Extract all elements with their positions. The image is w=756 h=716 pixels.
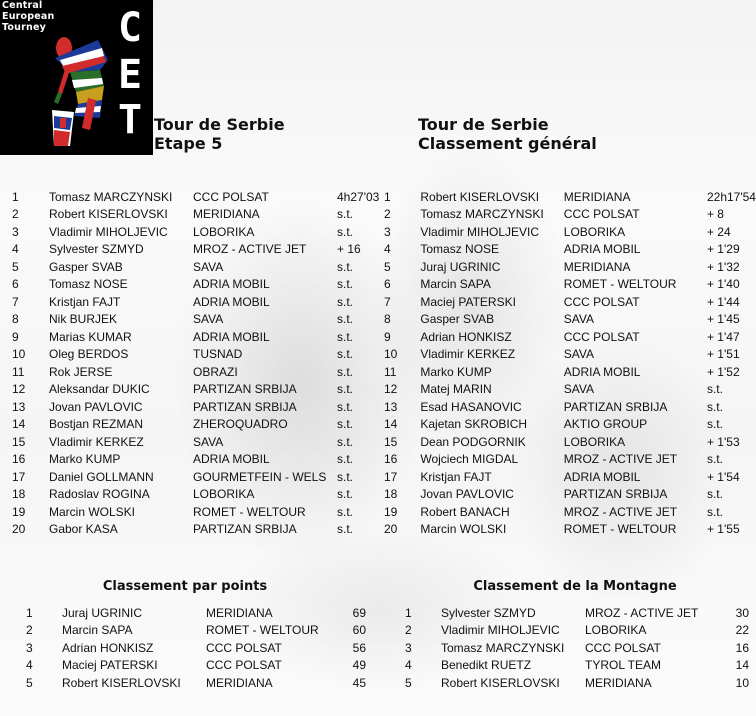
rank-cell: 16 [384,452,398,467]
rider-name-cell: Robert KISERLOVSKI [62,675,181,690]
table-row [12,398,383,416]
team-cell: MERIDIANA [206,675,273,690]
rank-cell: 1 [26,605,33,620]
rank-cell: 19 [384,504,398,519]
rank-cell: 12 [384,382,398,397]
time-cell: s.t. [337,329,354,344]
rank-cell: 5 [12,259,19,274]
team-cell: ADRIA MOBIL [193,452,270,467]
team-cell: CCC POLSAT [563,207,640,222]
team-cell: LOBORIKA [193,224,255,239]
table-row [12,188,383,206]
points-cell: 30 [735,605,749,620]
time-cell: + 1'45 [706,312,740,327]
team-cell: CCC POLSAT [206,658,282,673]
team-cell: AKTIO GROUP [563,417,648,432]
rider-name-cell: Marko KUMP [49,452,121,467]
table-row [384,433,756,451]
rank-cell: 15 [384,434,398,449]
team-cell: ADRIA MOBIL [193,329,270,344]
table-row [26,622,366,640]
general-heading [418,115,597,153]
mountain-title: Classement de la Montagne [473,579,677,594]
table-row [26,604,366,622]
table-row [384,188,756,206]
rank-cell: 3 [12,224,19,239]
table-row [26,657,366,675]
rank-cell: 9 [384,329,391,344]
table-row [384,468,756,486]
rider-name-cell: Maciej PATERSKI [62,658,158,673]
team-cell: GOURMETFEIN - WELS [193,469,327,484]
team-cell: SAVA [193,259,224,274]
logo-line-2: European [2,11,55,22]
rank-cell: 8 [384,312,391,327]
team-cell: LOBORIKA [585,623,647,638]
table-row [12,206,383,224]
time-cell: + 16 [337,242,361,257]
rank-cell: 9 [12,329,19,344]
time-cell: s.t. [337,504,354,519]
rider-name-cell: Tomasz MARCZYNSKI [49,189,173,204]
rider-name-cell: Marcin WOLSKI [420,522,507,537]
table-row [384,328,756,346]
rider-name-cell: Rok JERSE [49,364,113,379]
rider-name-cell: Marcin SAPA [420,277,491,292]
rider-name-cell: Marcin WOLSKI [49,504,136,519]
rider-name-cell: Tomasz MARCZYNSKI [420,207,544,222]
rider-name-cell: Tomasz MARCZYNSKI [441,640,565,655]
table-row [12,451,383,469]
time-cell: s.t. [337,434,354,449]
rank-cell: 14 [12,417,26,432]
rider-name-cell: Dean PODGORNIK [420,434,526,449]
rider-name-cell: Tomasz NOSE [420,242,500,257]
points-classification-table [26,604,366,692]
time-cell: s.t. [337,487,354,502]
time-cell: s.t. [337,382,354,397]
table-row [12,521,383,539]
points-cell: 10 [735,675,749,690]
table-row [384,503,756,521]
rider-name-cell: Robert KISERLOVSKI [441,675,560,690]
rider-name-cell: Gabor KASA [49,522,118,537]
rank-cell: 15 [12,434,26,449]
time-cell: s.t. [337,522,354,537]
time-cell: + 1'47 [706,329,740,344]
time-cell: + 1'55 [706,522,740,537]
team-cell: MERIDIANA [193,207,260,222]
table-row [405,674,749,692]
team-cell: ADRIA MOBIL [563,364,641,379]
team-cell: PARTIZAN SRBIJA [563,399,668,414]
table-row [384,293,756,311]
points-cell: 14 [735,658,749,673]
cet-logo [0,0,153,155]
table-row [384,258,756,276]
points-cell: 69 [352,605,366,620]
time-cell: s.t. [337,347,354,362]
rider-name-cell: Juraj UGRINIC [420,259,501,274]
team-cell: CCC POLSAT [585,640,661,655]
rank-cell: 20 [12,522,26,537]
time-cell: + 1'54 [706,469,740,484]
rank-cell: 5 [26,675,33,690]
time-cell: + 1'44 [706,294,740,309]
rank-cell: 18 [12,487,26,502]
rank-cell: 6 [12,277,19,292]
table-row [12,293,383,311]
time-cell: s.t. [706,452,723,467]
points-cell: 56 [352,640,366,655]
rank-cell: 1 [405,605,412,620]
rider-name-cell: Gasper SVAB [49,259,123,274]
rider-name-cell: Adrian HONKISZ [420,329,512,344]
table-row [384,346,756,364]
table-row [384,276,756,294]
points-cell: 49 [352,658,366,673]
rider-name-cell: Marko KUMP [420,364,492,379]
table-row [12,363,383,381]
logo-line-3: Tourney [2,22,46,33]
rank-cell: 1 [384,189,391,204]
table-row [12,258,383,276]
points-title: Classement par points [102,579,268,594]
time-cell: s.t. [706,417,723,432]
general-classification-table [384,188,756,538]
team-cell: PARTIZAN SRBIJA [193,399,297,414]
rider-name-cell: Nik BURJEK [49,312,118,327]
time-cell: + 1'40 [706,277,740,292]
rank-cell: 10 [384,347,398,362]
team-cell: CCC POLSAT [206,640,282,655]
rank-cell: 13 [12,399,26,414]
table-row [12,503,383,521]
general-title: Tour de Serbie [418,115,549,134]
team-cell: SAVA [563,312,595,327]
team-cell: CCC POLSAT [563,329,640,344]
rider-name-cell: Radoslav ROGINA [49,487,150,502]
rider-name-cell: Maciej PATERSKI [420,294,516,309]
rider-name-cell: Vladimir KERKEZ [49,434,144,449]
rank-cell: 18 [384,487,398,502]
rank-cell: 10 [12,347,26,362]
time-cell: s.t. [706,382,723,397]
time-cell: s.t. [337,469,354,484]
rank-cell: 11 [384,364,397,379]
stage-heading [154,115,285,153]
logo-letter-c: C [118,5,143,51]
team-cell: PARTIZAN SRBIJA [193,382,297,397]
rank-cell: 2 [26,623,33,638]
table-row [12,241,383,259]
rank-cell: 7 [12,294,19,309]
rider-name-cell: Matej MARIN [420,382,492,397]
rank-cell: 2 [384,207,391,222]
rider-name-cell: Kristjan FAJT [420,469,492,484]
team-cell: LOBORIKA [193,487,255,502]
rank-cell: 17 [12,469,26,484]
team-cell: ADRIA MOBIL [193,277,270,292]
table-row [12,381,383,399]
rider-name-cell: Vladimir MIHOLJEVIC [441,623,560,638]
rider-name-cell: Sylvester SZMYD [49,242,144,257]
rank-cell: 3 [384,224,391,239]
team-cell: SAVA [563,347,595,362]
rider-name-cell: Robert KISERLOVSKI [420,189,540,204]
rider-name-cell: Marcin SAPA [62,623,133,638]
team-cell: MROZ - ACTIVE JET [563,504,678,519]
rider-name-cell: Marias KUMAR [49,329,132,344]
team-cell: LOBORIKA [563,224,626,239]
team-cell: ADRIA MOBIL [563,242,641,257]
team-cell: ZHEROQUADRO [193,417,288,432]
team-cell: CCC POLSAT [193,189,269,204]
team-cell: OBRAZI [193,364,238,379]
table-row [12,223,383,241]
rider-name-cell: Esad HASANOVIC [420,399,522,414]
team-cell: PARTIZAN SRBIJA [563,487,668,502]
time-cell: s.t. [337,364,354,379]
rider-name-cell: Daniel GOLLMANN [49,469,154,484]
table-row [384,241,756,259]
rider-name-cell: Vladimir MIHOLJEVIC [420,224,540,239]
rider-name-cell: Robert KISERLOVSKI [49,207,168,222]
rank-cell: 3 [26,640,33,655]
table-row [12,468,383,486]
time-cell: s.t. [337,399,354,414]
rank-cell: 12 [12,382,26,397]
team-cell: MERIDIANA [563,259,631,274]
rider-name-cell: Vladimir KERKEZ [420,347,516,362]
team-cell: MERIDIANA [563,189,631,204]
table-row [12,416,383,434]
time-cell: + 24 [706,224,731,239]
team-cell: ADRIA MOBIL [193,294,270,309]
rank-cell: 2 [405,623,412,638]
rank-cell: 8 [12,312,19,327]
rank-cell: 4 [26,658,33,673]
table-row [384,363,756,381]
rank-cell: 5 [384,259,391,274]
team-cell: TUSNAD [193,347,243,362]
table-row [384,521,756,539]
rider-name-cell: Wojciech MIGDAL [420,452,519,467]
rank-cell: 6 [384,277,391,292]
rank-cell: 14 [384,417,398,432]
rider-name-cell: Kajetan SKROBICH [420,417,528,432]
rank-cell: 4 [12,242,19,257]
time-cell: 4h27'03 [337,189,380,204]
rider-name-cell: Gasper SVAB [420,312,495,327]
time-cell: s.t. [706,399,723,414]
logo-letter-t: T [118,97,143,143]
team-cell: CCC POLSAT [563,294,640,309]
table-row [384,486,756,504]
rank-cell: 1 [12,189,19,204]
table-row [12,311,383,329]
team-cell: SAVA [193,312,224,327]
time-cell: + 1'51 [706,347,740,362]
mountain-classification-table [405,604,749,692]
points-cell: 16 [735,640,749,655]
logo-line-1: Central [2,0,43,11]
rank-cell: 17 [384,469,398,484]
table-row [405,639,749,657]
points-cell: 45 [352,675,366,690]
rider-name-cell: Vladimir MIHOLJEVIC [49,224,168,239]
team-cell: ROMET - WELTOUR [193,504,306,519]
table-row [12,276,383,294]
time-cell: + 1'29 [706,242,740,257]
time-cell: + 8 [706,207,724,222]
time-cell: + 1'52 [706,364,740,379]
rank-cell: 3 [405,640,412,655]
table-row [12,486,383,504]
logo-letter-e: E [118,52,143,98]
team-cell: MROZ - ACTIVE JET [585,605,699,620]
rider-name-cell: Adrian HONKISZ [62,640,154,655]
team-cell: SAVA [193,434,224,449]
team-cell: PARTIZAN SRBIJA [193,522,297,537]
table-row [384,381,756,399]
rider-name-cell: Bostjan REZMAN [49,417,144,432]
rider-name-cell: Jovan PAVLOVIC [49,399,143,414]
table-row [405,622,749,640]
time-cell: s.t. [706,487,723,502]
time-cell: + 1'32 [706,259,740,274]
table-row [26,639,366,657]
table-row [405,657,749,675]
team-cell: TYROL TEAM [585,658,662,673]
table-row [384,223,756,241]
table-row [384,416,756,434]
team-cell: MERIDIANA [585,675,652,690]
rank-cell: 19 [12,504,26,519]
points-cell: 60 [352,623,366,638]
stage-results-table [12,188,383,538]
table-row [12,328,383,346]
time-cell: s.t. [337,294,354,309]
rider-name-cell: Aleksandar DUKIC [49,382,150,397]
rider-name-cell: Tomasz NOSE [49,277,128,292]
time-cell: s.t. [337,224,354,239]
time-cell: s.t. [337,312,354,327]
time-cell: 22h17'54 [706,189,756,204]
team-cell: SAVA [563,382,595,397]
time-cell: s.t. [706,504,723,519]
table-row [26,674,366,692]
team-cell: ROMET - WELTOUR [206,623,319,638]
rank-cell: 16 [12,452,26,467]
team-cell: MROZ - ACTIVE JET [563,452,678,467]
rider-name-cell: Oleg BERDOS [49,347,129,362]
rider-name-cell: Sylvester SZMYD [441,605,536,620]
table-row [12,346,383,364]
rank-cell: 13 [384,399,398,414]
stage-title: Tour de Serbie [154,115,285,134]
rider-name-cell: Kristjan FAJT [49,294,121,309]
time-cell: s.t. [337,417,354,432]
rank-cell: 7 [384,294,391,309]
rank-cell: 4 [384,242,391,257]
rider-name-cell: Juraj UGRINIC [62,605,143,620]
time-cell: + 1'53 [706,434,740,449]
rank-cell: 4 [405,658,412,673]
time-cell: s.t. [337,207,354,222]
table-row [384,451,756,469]
table-row [384,311,756,329]
time-cell: s.t. [337,452,354,467]
rider-name-cell: Benedikt RUETZ [441,658,532,673]
rider-name-cell: Jovan PAVLOVIC [420,487,514,502]
rank-cell: 5 [405,675,412,690]
team-cell: MERIDIANA [206,605,273,620]
table-row [384,206,756,224]
table-row [12,433,383,451]
rank-cell: 2 [12,207,19,222]
table-row [384,398,756,416]
team-cell: LOBORIKA [563,434,626,449]
stage-subtitle: Etape 5 [154,134,223,153]
rank-cell: 11 [12,364,25,379]
rider-name-cell: Robert BANACH [420,504,510,519]
time-cell: s.t. [337,259,354,274]
team-cell: ADRIA MOBIL [563,469,641,484]
team-cell: ROMET - WELTOUR [563,277,677,292]
table-row [405,604,749,622]
rank-cell: 20 [384,522,398,537]
points-cell: 22 [735,623,749,638]
team-cell: MROZ - ACTIVE JET [193,242,307,257]
team-cell: ROMET - WELTOUR [563,522,677,537]
general-subtitle: Classement général [418,134,597,153]
time-cell: s.t. [337,277,354,292]
